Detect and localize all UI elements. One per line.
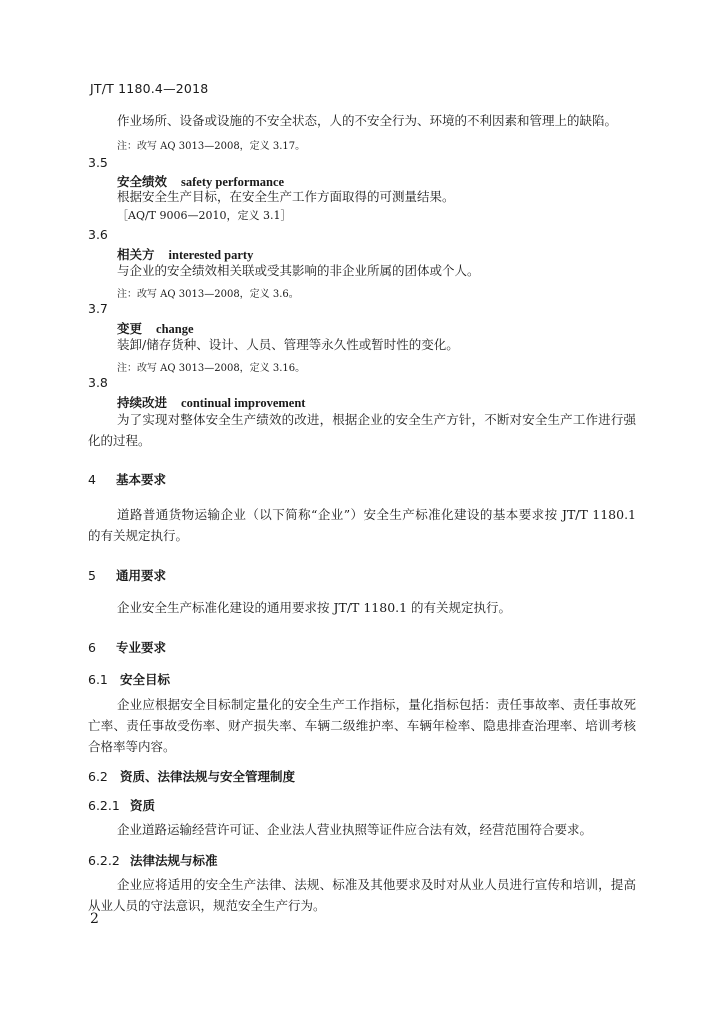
term-number: 3.8 bbox=[88, 375, 108, 390]
term-zh: 相关方 bbox=[117, 247, 155, 262]
document-header: JT/T 1180.4—2018 bbox=[90, 81, 209, 96]
definition-note: 注：改写 AQ 3013—2008，定义 3.17。 bbox=[117, 141, 306, 152]
section-heading bbox=[88, 851, 218, 869]
section-heading bbox=[88, 638, 166, 656]
section-title: 资质、法律法规与安全管理制度 bbox=[120, 769, 296, 784]
term-en: interested party bbox=[168, 248, 254, 262]
term-number: 3.6 bbox=[88, 227, 108, 242]
section-heading bbox=[88, 470, 166, 488]
term-source: ［AQ/T 9006—2010，定义 3.1］ bbox=[117, 209, 292, 222]
section-title: 资质 bbox=[130, 798, 156, 813]
term-number: 3.7 bbox=[88, 301, 108, 316]
section-number: 6 bbox=[88, 640, 96, 655]
term-definition: 与企业的安全绩效相关联或受其影响的非企业所属的团体或个人。 bbox=[117, 263, 480, 278]
term-en: continual improvement bbox=[181, 396, 306, 410]
definition-note: 注：改写 AQ 3013—2008，定义 3.16。 bbox=[117, 363, 306, 374]
page-number: 2 bbox=[90, 911, 99, 927]
section-heading bbox=[88, 796, 155, 814]
term-en: safety performance bbox=[181, 175, 285, 189]
term-definition: 根据安全生产目标，在安全生产工作方面取得的可测量结果。 bbox=[117, 189, 455, 204]
section-number: 4 bbox=[88, 472, 96, 487]
definition-note: 注：改写 AQ 3013—2008，定义 3.6。 bbox=[117, 289, 299, 300]
term-definition: 装卸/储存货种、设计、人员、管理等永久性或暂时性的变化。 bbox=[117, 337, 459, 352]
term-number: 3.5 bbox=[88, 155, 108, 170]
section-title: 法律法规与标准 bbox=[130, 853, 218, 868]
section-paragraph: 道路普通货物运输企业（以下简称“企业”）安全生产标准化建设的基本要求按 JT/T 1180.1 的有关规定执行。 bbox=[88, 507, 636, 543]
section-paragraph: 企业应将适用的安全生产法律、法规、标准及其他要求及时对从业人员进行宣传和培训，提高从业人员的守法意识，规范安全生产行为。 bbox=[88, 877, 636, 913]
term-definition: 为了实现对整体安全生产绩效的改进，根据企业的安全生产方针，不断对安全生产工作进行强化的过程。 bbox=[88, 412, 636, 448]
section-paragraph: 企业应根据安全目标制定量化的安全生产工作指标，量化指标包括：责任事故率、责任事故死亡率、责任事故受伤率、财产损失率、车辆二级维护率、车辆年检率、隐患排查治理率、培训考核合格率等内容。 bbox=[88, 697, 636, 754]
term-title bbox=[117, 245, 253, 263]
section-number: 5 bbox=[88, 568, 96, 583]
term-zh: 安全绩效 bbox=[117, 174, 168, 189]
section-title: 专业要求 bbox=[116, 640, 167, 655]
section-heading bbox=[88, 566, 166, 584]
section-paragraph: 企业道路运输经营许可证、企业法人营业执照等证件应合法有效，经营范围符合要求。 bbox=[117, 822, 593, 837]
section-title: 安全目标 bbox=[120, 672, 171, 687]
section-number: 6.2.1 bbox=[88, 798, 120, 813]
section-heading bbox=[88, 767, 295, 785]
term-title bbox=[117, 172, 284, 190]
section-title: 通用要求 bbox=[116, 568, 167, 583]
term-title bbox=[117, 319, 194, 337]
section-heading bbox=[88, 670, 170, 688]
section-number: 6.1 bbox=[88, 672, 108, 687]
term-zh: 持续改进 bbox=[117, 395, 168, 410]
term-en: change bbox=[156, 322, 194, 336]
continued-definition: 作业场所、设备或设施的不安全状态，人的不安全行为、环境的不利因素和管理上的缺陷。 bbox=[117, 113, 618, 128]
section-title: 基本要求 bbox=[116, 472, 167, 487]
term-zh: 变更 bbox=[117, 321, 143, 336]
section-paragraph: 企业安全生产标准化建设的通用要求按 JT/T 1180.1 的有关规定执行。 bbox=[117, 600, 512, 615]
section-number: 6.2.2 bbox=[88, 853, 120, 868]
section-number: 6.2 bbox=[88, 769, 108, 784]
